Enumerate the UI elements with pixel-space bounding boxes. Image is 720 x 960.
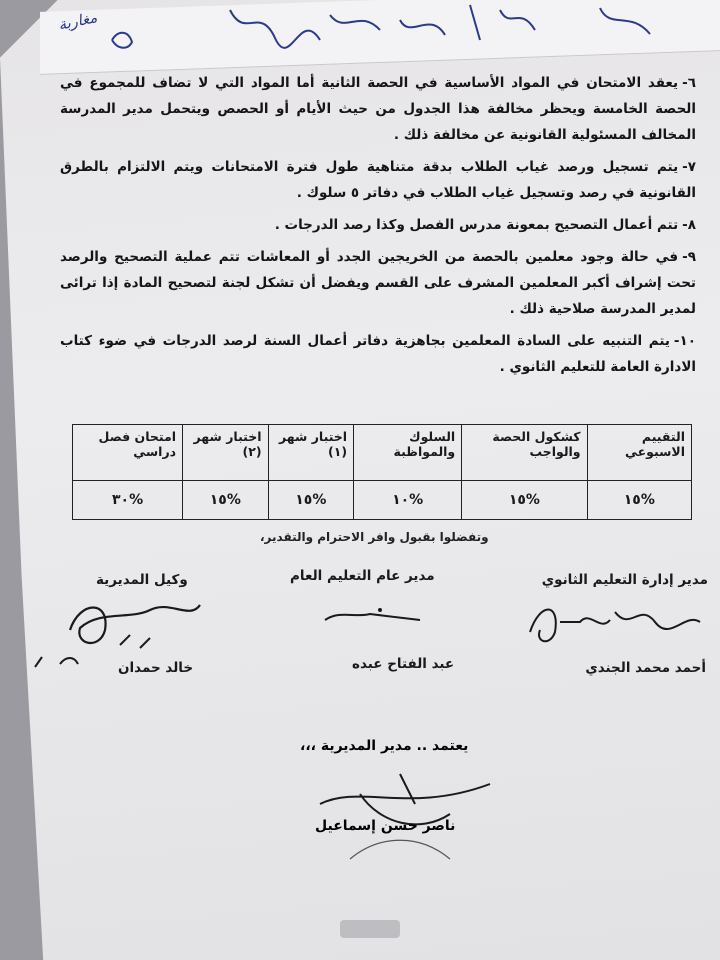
header-cell: اختبار شهر (١)	[268, 425, 354, 481]
signature-1	[520, 592, 710, 652]
table-row	[73, 481, 692, 520]
page-number-smudge	[340, 920, 400, 938]
signatory-name-2: عبد الفتاح عبده	[352, 656, 455, 672]
value-cell: %١٥	[183, 481, 269, 520]
signatory-title-1: مدير إدارة التعليم الثانوي	[541, 572, 708, 588]
header-cell: كشكول الحصة والواجب	[462, 425, 587, 481]
closing-line: وتفضلوا بقبول وافر الاحترام والتقدير،	[260, 530, 489, 544]
handwritten-note: مغاربة	[56, 8, 99, 34]
signatory-name-1: أحمد محمد الجندي	[585, 660, 706, 676]
value-cell: %١٥	[587, 481, 691, 520]
item-10: ١٠-يتم التنبيه على السادة المعلمين بجاهزية دفاتر أعمال السنة لرصد الدرجات في ضوء كتاب الادارة العامة للتعليم الثانوي .	[60, 333, 696, 375]
value-cell: %١٠	[354, 481, 462, 520]
document-body	[60, 70, 696, 386]
header-cell: السلوك والمواظبة	[354, 425, 462, 481]
signatory-title-2: مدير عام التعليم العام	[290, 568, 435, 584]
signature-3	[60, 590, 210, 660]
item-8: ٨-تتم أعمال التصحيح بمعونة مدرس الفصل وكذا رصد الدرجات .	[274, 217, 696, 233]
value-cell: %١٥	[268, 481, 354, 520]
item-7: ٧-يتم تسجيل ورصد غياب الطلاب بدقة متناهية طول فترة الامتحانات ويتم الالتزام بالطرق القانونية في رصد وتسجيل غياب الطلاب في دفاتر ٥ سلوك .	[60, 159, 696, 201]
table-header-row	[73, 425, 692, 481]
value-cell: %١٥	[462, 481, 587, 520]
header-cell: امتحان فصل دراسي	[73, 425, 183, 481]
handwritten-scribble-top	[0, 0, 720, 70]
value-cell: %٣٠	[73, 481, 183, 520]
signatory-title-3: وكيل المديرية	[96, 572, 188, 588]
item-9: ٩-في حالة وجود معلمين بالحصة من الخريجين الجدد أو المعاشات تتم عملية التصحيح والرصد تحت إشراف أكبر المعلمين المشرف على القسم ويفضل أن تشكل لجنة لتصحيح المادة إذا ترائى لمدير المدرسة صلاحية ذلك .	[60, 249, 696, 317]
grades-table	[72, 424, 692, 520]
handwritten-mark	[30, 652, 90, 672]
header-cell: اختبار شهر (٢)	[183, 425, 269, 481]
signature-2	[320, 600, 430, 630]
approval-line: يعتمد .. مدير المديرية ،،،	[300, 738, 469, 754]
director-name: ناصر حسن إسماعيل	[315, 818, 456, 834]
item-6: ٦-يعقد الامتحان في المواد الأساسية في الحصة الثانية أما المواد التي لا تضاف للمجموع في الحصة الخامسة ويحظر مخالفة هذا الجدول من حيث الأيام أو الحصص ويتحمل مدير المدرسة المخالف المسئولية القانونية عن مخالفة ذلك .	[60, 75, 696, 143]
header-cell: التقييم الاسبوعي	[587, 425, 691, 481]
signatory-name-3: خالد حمدان	[118, 660, 194, 676]
